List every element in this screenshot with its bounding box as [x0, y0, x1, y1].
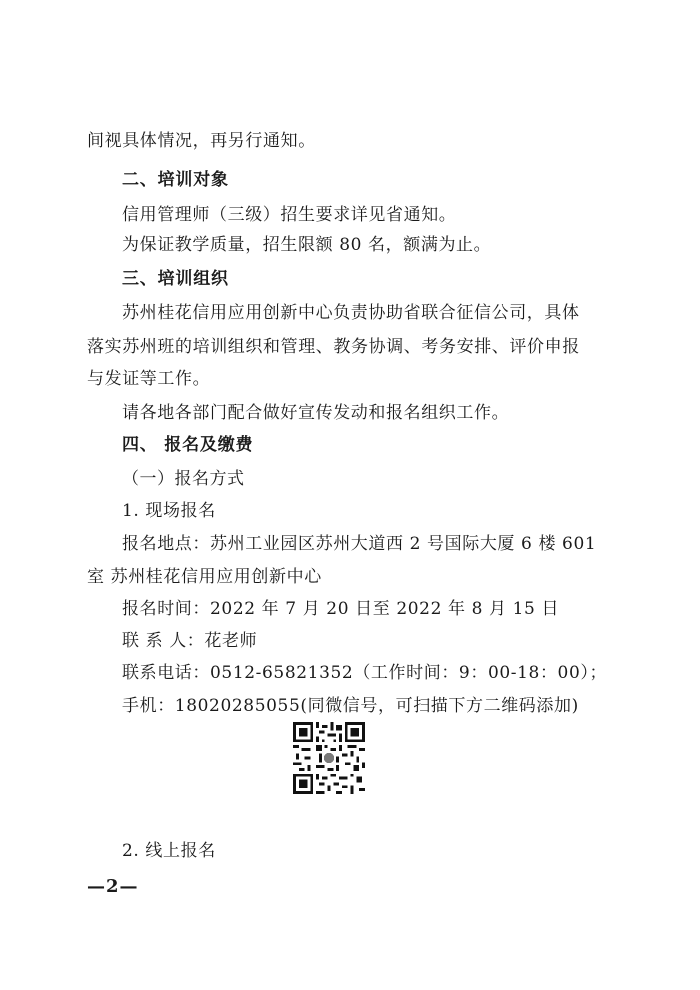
text-line: 1. 现场报名 [122, 501, 216, 521]
text-line: 信用管理师（三级）招生要求详见省通知。 [122, 205, 457, 225]
registration-address: 报名地点：苏州工业园区苏州大道西 2 号国际大厦 6 楼 601 [122, 534, 597, 554]
subsection-heading-registration-method: （一）报名方式 [122, 469, 245, 489]
mobile-phone: 手机：18020285055(同微信号，可扫描下方二维码添加) [122, 696, 579, 716]
contact-phone: 联系电话：0512-65821352（工作时间：9：00-18：00）； [122, 663, 608, 683]
page-number: —2— [87, 876, 139, 897]
text-line: 苏州桂花信用应用创新中心负责协助省联合征信公司，具体 [122, 303, 580, 323]
text-line: 为保证教学质量，招生限额 80 名，额满为止。 [122, 235, 492, 255]
text-line: 请各地各部门配合做好宣传发动和报名组织工作。 [122, 403, 510, 423]
text-line: 落实苏州班的培训组织和管理、教务协调、考务安排、评价申报 [87, 337, 580, 357]
qr-code-icon [293, 722, 365, 794]
text-line: 与发证等工作。 [87, 369, 211, 389]
section-heading-registration-and-fees: 四、 报名及缴费 [122, 435, 254, 455]
section-heading-training-organization: 三、培训组织 [122, 269, 229, 289]
contact-person: 联 系 人：花老师 [122, 631, 258, 651]
text-line: 间视具体情况，再另行通知。 [87, 131, 316, 151]
section-heading-training-target: 二、培训对象 [122, 170, 229, 190]
registration-address-continued: 室 苏州桂花信用应用创新中心 [87, 567, 322, 587]
registration-time: 报名时间：2022 年 7 月 20 日至 2022 年 8 月 15 日 [122, 599, 560, 619]
text-line: 2. 线上报名 [122, 841, 216, 861]
